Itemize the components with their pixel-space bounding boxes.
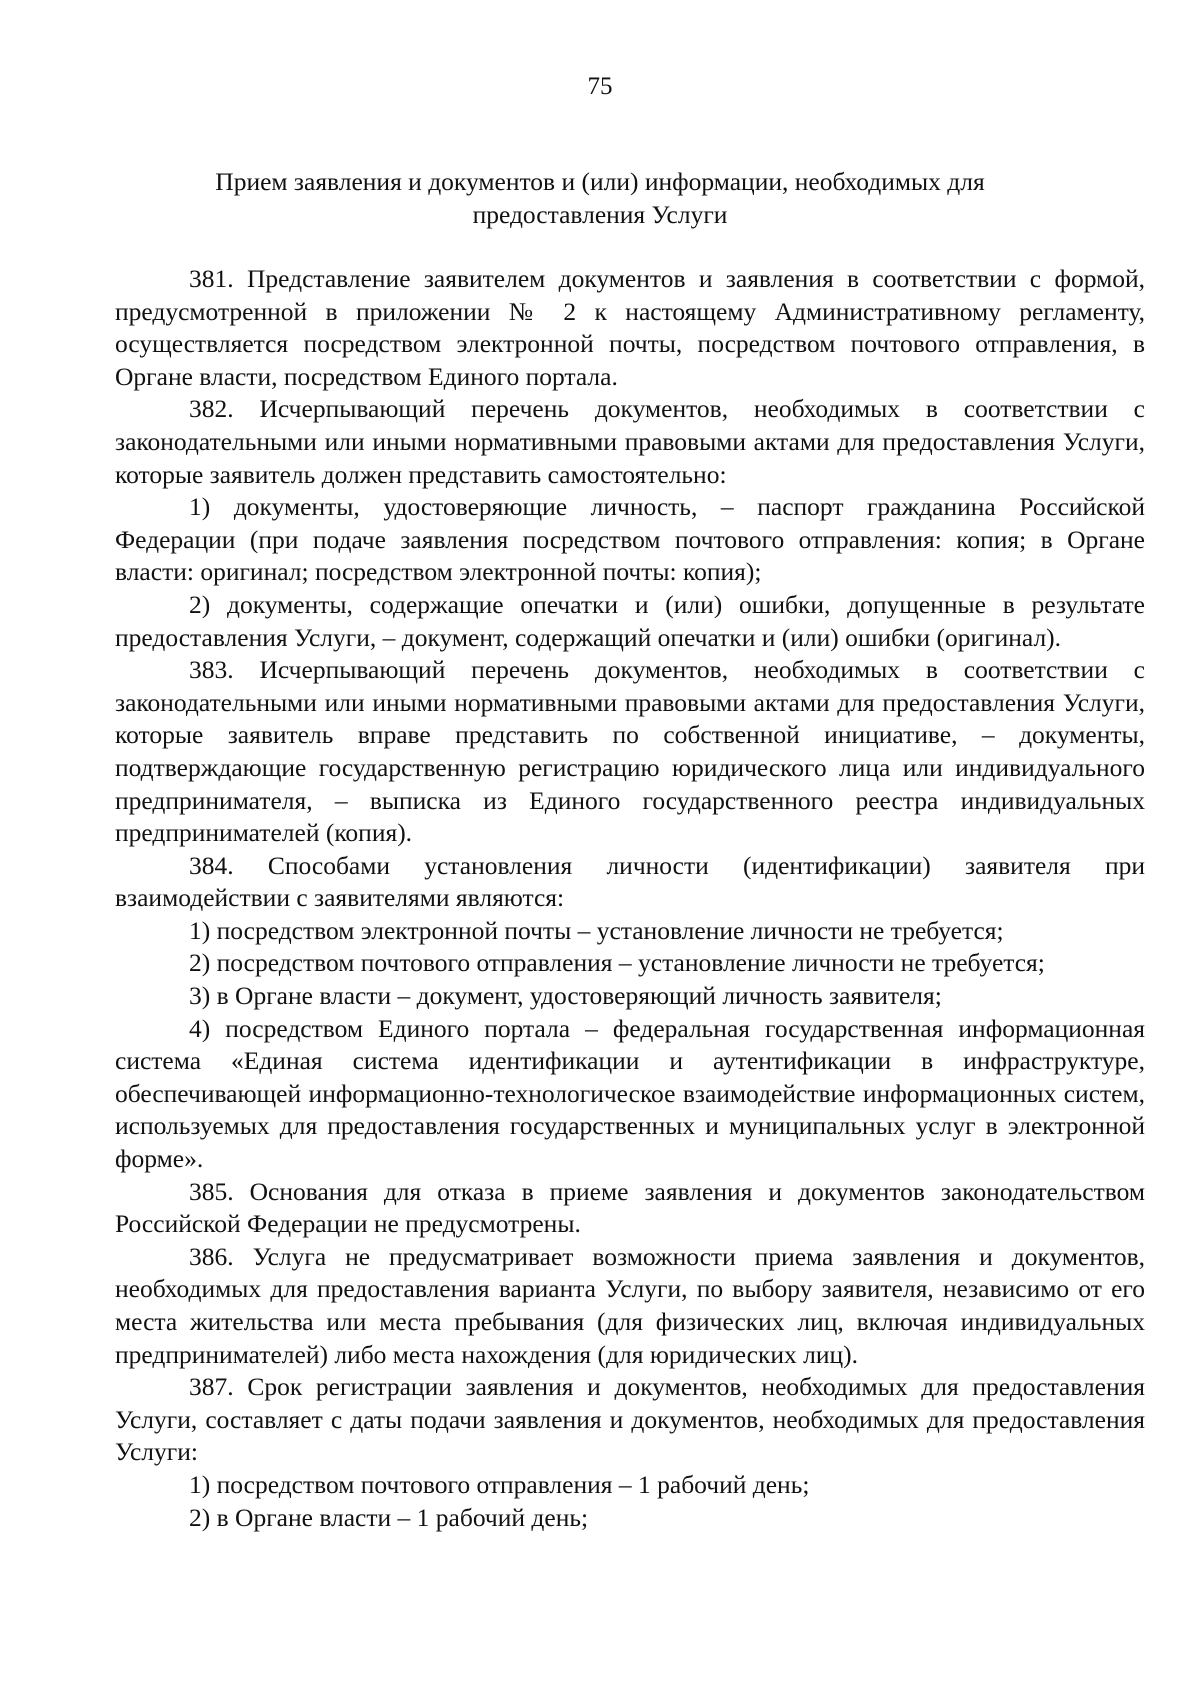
list-item-384-1: 1) посредством электронной почты – установление личности не требуется;: [189, 915, 1004, 945]
list-item-384-2: 2) посредством почтового отправления – установление личности не требуется;: [189, 948, 1045, 978]
paragraph-384: 384. Способами установления личности (идентификации) заявителя при взаимодействии с заявителями являются:: [115, 850, 1145, 913]
paragraph-386: 386. Услуга не предусматривает возможности приема заявления и документов, необходимых для предоставления варианта Услуги, по выбору заявителя, независимо от его места жительства или места пребывания (для физических лиц, включая индивидуальных предпринимателей) либо места нахождения (для юридических лиц).: [115, 1241, 1145, 1369]
paragraph-382: 382. Исчерпывающий перечень документов, необходимых в соответствии с законодательными или иными нормативными правовыми актами для предоставления Услуги, которые заявитель должен представить самостоятельно:: [115, 394, 1145, 489]
paragraph-385: 385. Основания для отказа в приеме заявления и документов законодательством Российской Федерации не предусмотрены.: [115, 1176, 1145, 1239]
paragraph-381: 381. Представление заявителем документов и заявления в соответствии с формой, предусмотренной в приложении № 2 к настоящему Административному регламенту, осуществляется посредством электронной почты, посредством почтового отправления, в Органе власти, посредством Единого портала.: [115, 264, 1145, 391]
list-item-387-1: 1) посредством почтового отправления – 1 рабочий день;: [189, 1469, 810, 1499]
list-item-384-3: 3) в Органе власти – документ, удостоверяющий личность заявителя;: [189, 981, 942, 1011]
list-item-382-1: 1) документы, удостоверяющие личность, – паспорт гражданина Российской Федерации (при подаче заявления посредством почтового отправления: копия; в Органе власти: оригинал; посредством электронной почты: копия);: [115, 492, 1145, 587]
document-body: [115, 263, 1145, 1534]
paragraph-387: 387. Срок регистрации заявления и документов, необходимых для предоставления Услуги, составляет с даты подачи заявления и документов, необходимых для предоставления Услуги:: [115, 1372, 1145, 1467]
section-heading-line-2: предоставления Услуги: [472, 200, 728, 229]
list-item-387-2: 2) в Органе власти – 1 рабочий день;: [189, 1502, 589, 1532]
section-heading: [150, 165, 1050, 231]
list-item-384-4: 4) посредством Единого портала – федеральная государственная информационная система «Единая система идентификации и аутентификации в инфраструктуре, обеспечивающей информационно-технологическое взаимодействие информационных систем, используемых для предоставления государственных и муниципальных услуг в электронной форме».: [115, 1013, 1145, 1174]
page-number: 75: [587, 73, 613, 100]
section-heading-line-1: Прием заявления и документов и (или) информации, необходимых для: [215, 167, 985, 196]
paragraph-383: 383. Исчерпывающий перечень документов, необходимых в соответствии с законодательными или иными нормативными правовыми актами для предоставления Услуги, которые заявитель вправе представить по собственной инициативе, – документы, подтверждающие государственную регистрацию юридического лица или индивидуального предпринимателя, – выписка из Единого государственного реестра индивидуальных предпринимателей (копия).: [115, 655, 1145, 848]
list-item-382-2: 2) документы, содержащие опечатки и (или) ошибки, допущенные в результате предоставления Услуги, – документ, содержащий опечатки и (или) ошибки (оригинал).: [115, 589, 1145, 652]
